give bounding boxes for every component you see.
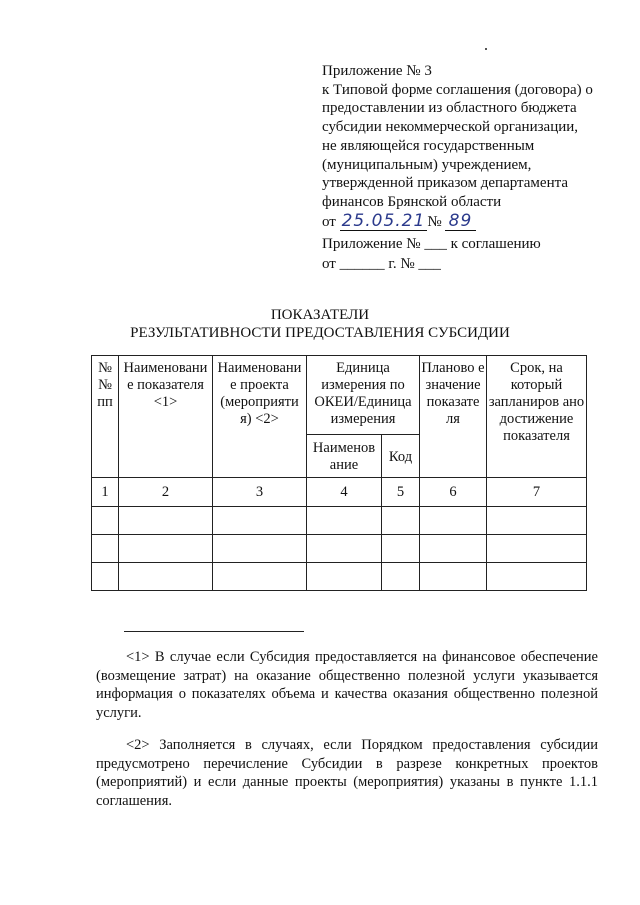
column-number: 4 [307,478,382,507]
header-unit: Единица измерения по ОКЕИ/Единица измерения [307,356,420,435]
appendix-header [322,62,622,231]
table-cell [213,507,307,535]
footnote-separator [124,631,304,632]
table-cell [307,507,382,535]
table-cell [487,507,587,535]
table-cell [420,535,487,563]
table-cell [487,563,587,591]
table-cell [92,507,119,535]
table-cell [213,535,307,563]
table-cell [307,535,382,563]
table-cell [92,563,119,591]
header-indicator: Наименовани е показателя <1> [119,356,213,478]
header-project: Наименовани е проекта (мероприяти я) <2> [213,356,307,478]
column-number-row [92,478,587,507]
table-cell [382,507,420,535]
appendix-line: предоставлении из областного бюджета [322,100,577,117]
scan-speck [485,48,487,50]
header-unit-name: Наименов ание [307,435,382,478]
indicators-table [91,355,587,591]
header-num: № № пп [92,356,119,478]
appendix-line: субсидии некоммерческой организации, [322,119,579,136]
header-unit-code: Код [382,435,420,478]
table-cell [119,507,213,535]
column-number: 6 [420,478,487,507]
table-cell [92,535,119,563]
appendix-line: не являющейся государственным [322,137,535,154]
table-cell [119,563,213,591]
table-cell [307,563,382,591]
column-number: 1 [92,478,119,507]
table-cell [382,535,420,563]
title-line1: ПОКАЗАТЕЛИ [270,307,370,323]
column-number: 3 [213,478,307,507]
table-row [92,507,587,535]
header-deadline: Срок, на который запланиров ано достижение показателя [487,356,587,478]
number-sign: № [427,213,442,230]
table-cell [420,563,487,591]
appendix-line: финансов Брянской области [322,193,502,210]
agreement-appendix-line2: от ______ г. № ___ [322,256,441,272]
column-number: 2 [119,478,213,507]
agreement-appendix-line1: Приложение № ___ к соглашению [322,236,541,252]
footnote-1: <1> В случае если Субсидия предоставляется на финансовое обеспечение (возмещение затрат) на оказание общественно полезной услуги указывается информация о показателях объема и качества оказания общественно полезной услуги. [96,649,598,721]
date-prefix: от [322,213,336,230]
column-number: 7 [487,478,587,507]
appendix-line: (муниципальным) учреждением, [322,156,532,173]
appendix-line: к Типовой форме соглашения (договора) о [322,81,593,98]
table-row [92,535,587,563]
table-row [92,563,587,591]
handwritten-number: 89 [445,212,477,232]
appendix-order-line [322,212,622,232]
table-cell [487,535,587,563]
table-cell [213,563,307,591]
table-cell [420,507,487,535]
appendix-line: Приложение № 3 [322,63,432,79]
title-line2: РЕЗУЛЬТАТИВНОСТИ ПРЕДОСТАВЛЕНИЯ СУБСИДИИ [130,325,510,341]
agreement-appendix [322,234,622,274]
table-cell [119,535,213,563]
table-cell [382,563,420,591]
column-number: 5 [382,478,420,507]
appendix-line: утвержденной приказом департамента [322,175,569,192]
handwritten-date: 25.05.21 [341,210,426,231]
header-planned: Планово е значение показате ля [420,356,487,478]
footnote-2: <2> Заполняется в случаях, если Порядком предоставления субсидии предусмотрено перечисление Субсидии в разрезе конкретных проектов (мероприятий) и если данные проекты (мероприятия) указаны в пункте 1.1.1 соглашения. [96,737,598,809]
document-title [0,306,640,342]
